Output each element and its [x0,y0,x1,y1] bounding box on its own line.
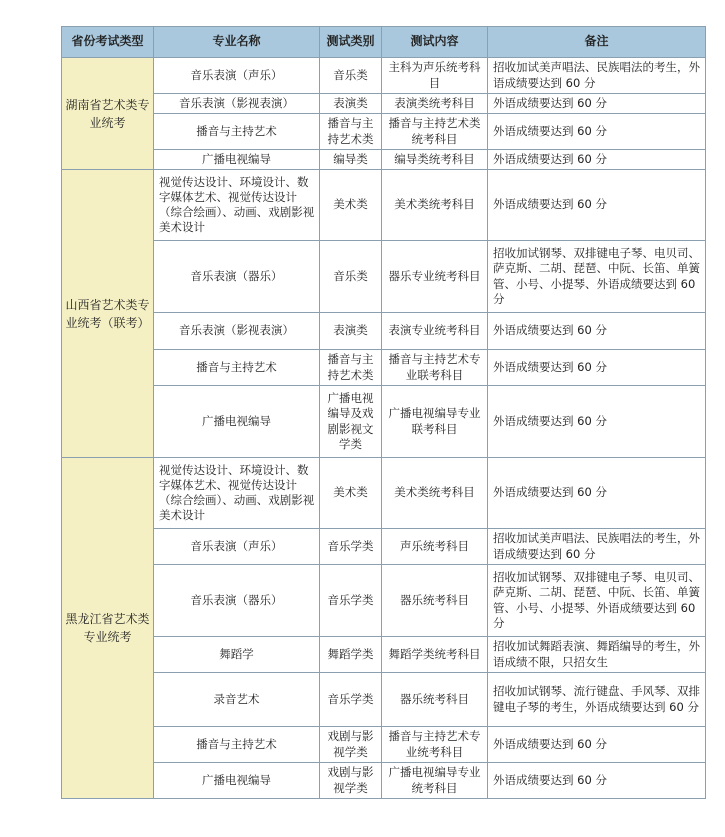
category-cell: 表演类 [320,313,382,350]
content-cell: 表演专业统考科目 [382,313,488,350]
table-row [62,58,706,94]
note-cell: 外语成绩要达到 60 分 [488,350,706,386]
category-cell: 舞蹈学类 [320,637,382,673]
note-cell: 外语成绩要达到 60 分 [488,763,706,799]
content-cell: 编导类统考科目 [382,150,488,170]
category-cell: 美术类 [320,170,382,241]
category-cell: 音乐学类 [320,565,382,637]
note-cell: 外语成绩要达到 60 分 [488,313,706,350]
table-row [62,565,706,637]
table-row [62,763,706,799]
note-cell: 外语成绩要达到 60 分 [488,727,706,763]
major-cell: 音乐表演（影视表演） [154,94,320,114]
header-content: 测试内容 [382,27,488,58]
note-cell: 招收加试美声唱法、民族唱法的考生，外语成绩要达到 60 分 [488,58,706,94]
header-note: 备注 [488,27,706,58]
category-cell: 音乐类 [320,58,382,94]
major-cell: 音乐表演（声乐） [154,58,320,94]
note-cell: 外语成绩要达到 60 分 [488,458,706,529]
major-cell: 广播电视编导 [154,386,320,458]
note-cell: 外语成绩要达到 60 分 [488,114,706,150]
category-cell: 戏剧与影视学类 [320,727,382,763]
province-cell: 山西省艺术类专业统考（联考） [62,170,154,458]
major-cell: 播音与主持艺术 [154,114,320,150]
header-row [62,27,706,58]
table-row [62,313,706,350]
note-cell: 招收加试舞蹈表演、舞蹈编导的考生，外语成绩不限，只招女生 [488,637,706,673]
table-row [62,458,706,529]
note-cell: 招收加试美声唱法、民族唱法的考生，外语成绩要达到 60 分 [488,529,706,565]
table-row [62,673,706,727]
content-cell: 播音与主持艺术专业联考科目 [382,350,488,386]
province-cell: 黑龙江省艺术类专业统考 [62,458,154,799]
content-cell: 表演类统考科目 [382,94,488,114]
major-cell: 播音与主持艺术 [154,727,320,763]
major-cell: 播音与主持艺术 [154,350,320,386]
major-cell: 音乐表演（声乐） [154,529,320,565]
table-row [62,727,706,763]
major-cell: 音乐表演（器乐） [154,241,320,313]
category-cell: 音乐学类 [320,529,382,565]
category-cell: 播音与主持艺术类 [320,114,382,150]
category-cell: 编导类 [320,150,382,170]
province-cell: 湖南省艺术类专业统考 [62,58,154,170]
content-cell: 广播电视编导专业统考科目 [382,763,488,799]
content-cell: 美术类统考科目 [382,170,488,241]
content-cell: 播音与主持艺术类统考科目 [382,114,488,150]
table-row [62,386,706,458]
content-cell: 舞蹈学类统考科目 [382,637,488,673]
content-cell: 器乐统考科目 [382,673,488,727]
major-cell: 视觉传达设计、环境设计、数字媒体艺术、视觉传达设计（综合绘画）、动画、戏剧影视美术设计 [154,458,320,529]
header-major: 专业名称 [154,27,320,58]
category-cell: 音乐类 [320,241,382,313]
major-cell: 舞蹈学 [154,637,320,673]
category-cell: 表演类 [320,94,382,114]
table-row [62,529,706,565]
exam-table [61,26,706,799]
table-row [62,350,706,386]
note-cell: 招收加试钢琴、双排键电子琴、电贝司、萨克斯、二胡、琵琶、中阮、长笛、单簧管、小号、小提琴、外语成绩要达到 60 分 [488,241,706,313]
content-cell: 主科为声乐统考科目 [382,58,488,94]
content-cell: 美术类统考科目 [382,458,488,529]
note-cell: 外语成绩要达到 60 分 [488,170,706,241]
table-row [62,241,706,313]
content-cell: 声乐统考科目 [382,529,488,565]
major-cell: 视觉传达设计、环境设计、数字媒体艺术、视觉传达设计（综合绘画）、动画、戏剧影视美术设计 [154,170,320,241]
major-cell: 音乐表演（影视表演） [154,313,320,350]
major-cell: 广播电视编导 [154,150,320,170]
content-cell: 播音与主持艺术专业统考科目 [382,727,488,763]
table-row [62,114,706,150]
category-cell: 音乐学类 [320,673,382,727]
header-category: 测试类别 [320,27,382,58]
table-body [62,58,706,799]
major-cell: 广播电视编导 [154,763,320,799]
category-cell: 戏剧与影视学类 [320,763,382,799]
table-row [62,150,706,170]
header-province: 省份考试类型 [62,27,154,58]
content-cell: 广播电视编导专业联考科目 [382,386,488,458]
category-cell: 美术类 [320,458,382,529]
table-row [62,94,706,114]
major-cell: 录音艺术 [154,673,320,727]
table-row [62,170,706,241]
table-row [62,637,706,673]
note-cell: 招收加试钢琴、双排键电子琴、电贝司、萨克斯、二胡、琵琶、中阮、长笛、单簧管、小号、小提琴、外语成绩要达到 60 分 [488,565,706,637]
note-cell: 外语成绩要达到 60 分 [488,94,706,114]
content-cell: 器乐专业统考科目 [382,241,488,313]
content-cell: 器乐统考科目 [382,565,488,637]
major-cell: 音乐表演（器乐） [154,565,320,637]
note-cell: 外语成绩要达到 60 分 [488,150,706,170]
category-cell: 广播电视编导及戏剧影视文学类 [320,386,382,458]
note-cell: 招收加试钢琴、流行键盘、手风琴、双排键电子琴的考生，外语成绩要达到 60 分 [488,673,706,727]
category-cell: 播音与主持艺术类 [320,350,382,386]
note-cell: 外语成绩要达到 60 分 [488,386,706,458]
